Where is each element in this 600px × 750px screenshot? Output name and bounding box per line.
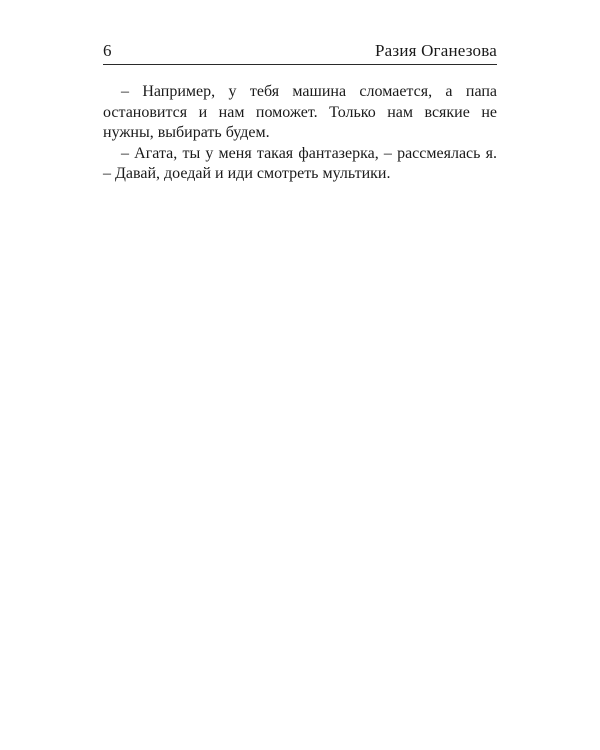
page-number: 6 — [103, 41, 112, 60]
header-rule — [103, 64, 497, 65]
paragraph: – Агата, ты у меня такая фантазерка, – рассмеялась я. – Давай, доедай и иди смотреть мультики. — [103, 144, 497, 182]
body-text — [103, 82, 497, 185]
paragraph: – Например, у тебя машина сломается, а папа остановится и нам поможет. Только нам всякие не нужны, выбирать будем. — [103, 83, 497, 141]
running-head — [103, 40, 497, 64]
running-title-author: Разия Оганезова — [375, 41, 497, 60]
